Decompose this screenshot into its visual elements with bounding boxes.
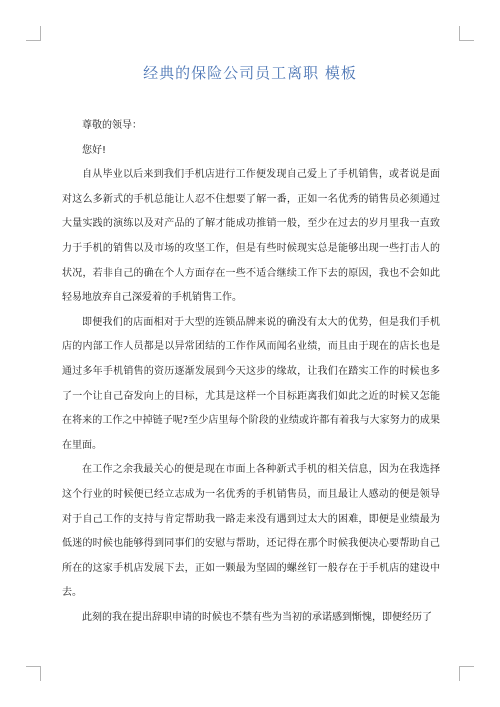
- paragraph: 即便我们的店面相对于大型的连锁品牌来说的确没有太大的优势，但是我们手机店的内部工作人员都是以异常团结的工作作风而闻名业绩，而且由于现在的店长也是通过多年手机销售的资历逐渐发展到今天这步的缘故，让我们在踏实工作的时候也多了一个让自己奋发向上的目标，尤其是这样一个目标距离我们如此之近的时候又怎能在将来的工作之中掉链子呢?至少店里每个阶段的业绩或许都有着我与大家努力的成果在里面。: [62, 316, 440, 451]
- paragraph: 自从毕业以后来到我们手机店进行工作便发现自己爱上了手机销售，或者说是面对这么多新式的手机总能让人忍不住想要了解一番，正如一名优秀的销售员必须通过大量实践的演练以及对产品的了解才能成功推销一般，至少在过去的岁月里我一直致力于手机的销售以及市场的攻坚工作，但是有些时候现实总是能够出现一些打击人的状况，若非自己的确在个人方面存在一些不适合继续工作下去的原因，我也不会如此轻易地放弃自己深爱着的手机销售工作。: [62, 169, 440, 304]
- crop-mark-bottom-left: [26, 666, 41, 681]
- document-body: [62, 114, 440, 630]
- crop-mark-top-right: [459, 26, 474, 41]
- document-title: 经典的保险公司员工离职 模板: [143, 64, 357, 82]
- salutation: 尊敬的领导：: [82, 120, 142, 131]
- greeting: 您好!: [82, 144, 107, 156]
- crop-mark-bottom-right: [459, 666, 474, 681]
- paragraph: 此刻的我在提出辞职申请的时候也不禁有些为当初的承诺感到惭愧，即便经历了: [82, 611, 432, 623]
- paragraph: 在工作之余我最关心的便是现在市面上各种新式手机的相关信息，因为在我选择这个行业的时候便已经立志成为一名优秀的手机销售员，而且最让人感动的便是领导对于自己工作的支持与肯定帮助我一路走来没有遇到过太大的困难，即便是业绩最为低迷的时候也能够得到同事们的安慰与帮助，还记得在那个时候我便决心要帮助自己所在的这家手机店发展下去，正如一颗最为坚固的螺丝钉一般存在于手机店的建设中去。: [62, 464, 440, 599]
- crop-mark-top-left: [26, 26, 41, 41]
